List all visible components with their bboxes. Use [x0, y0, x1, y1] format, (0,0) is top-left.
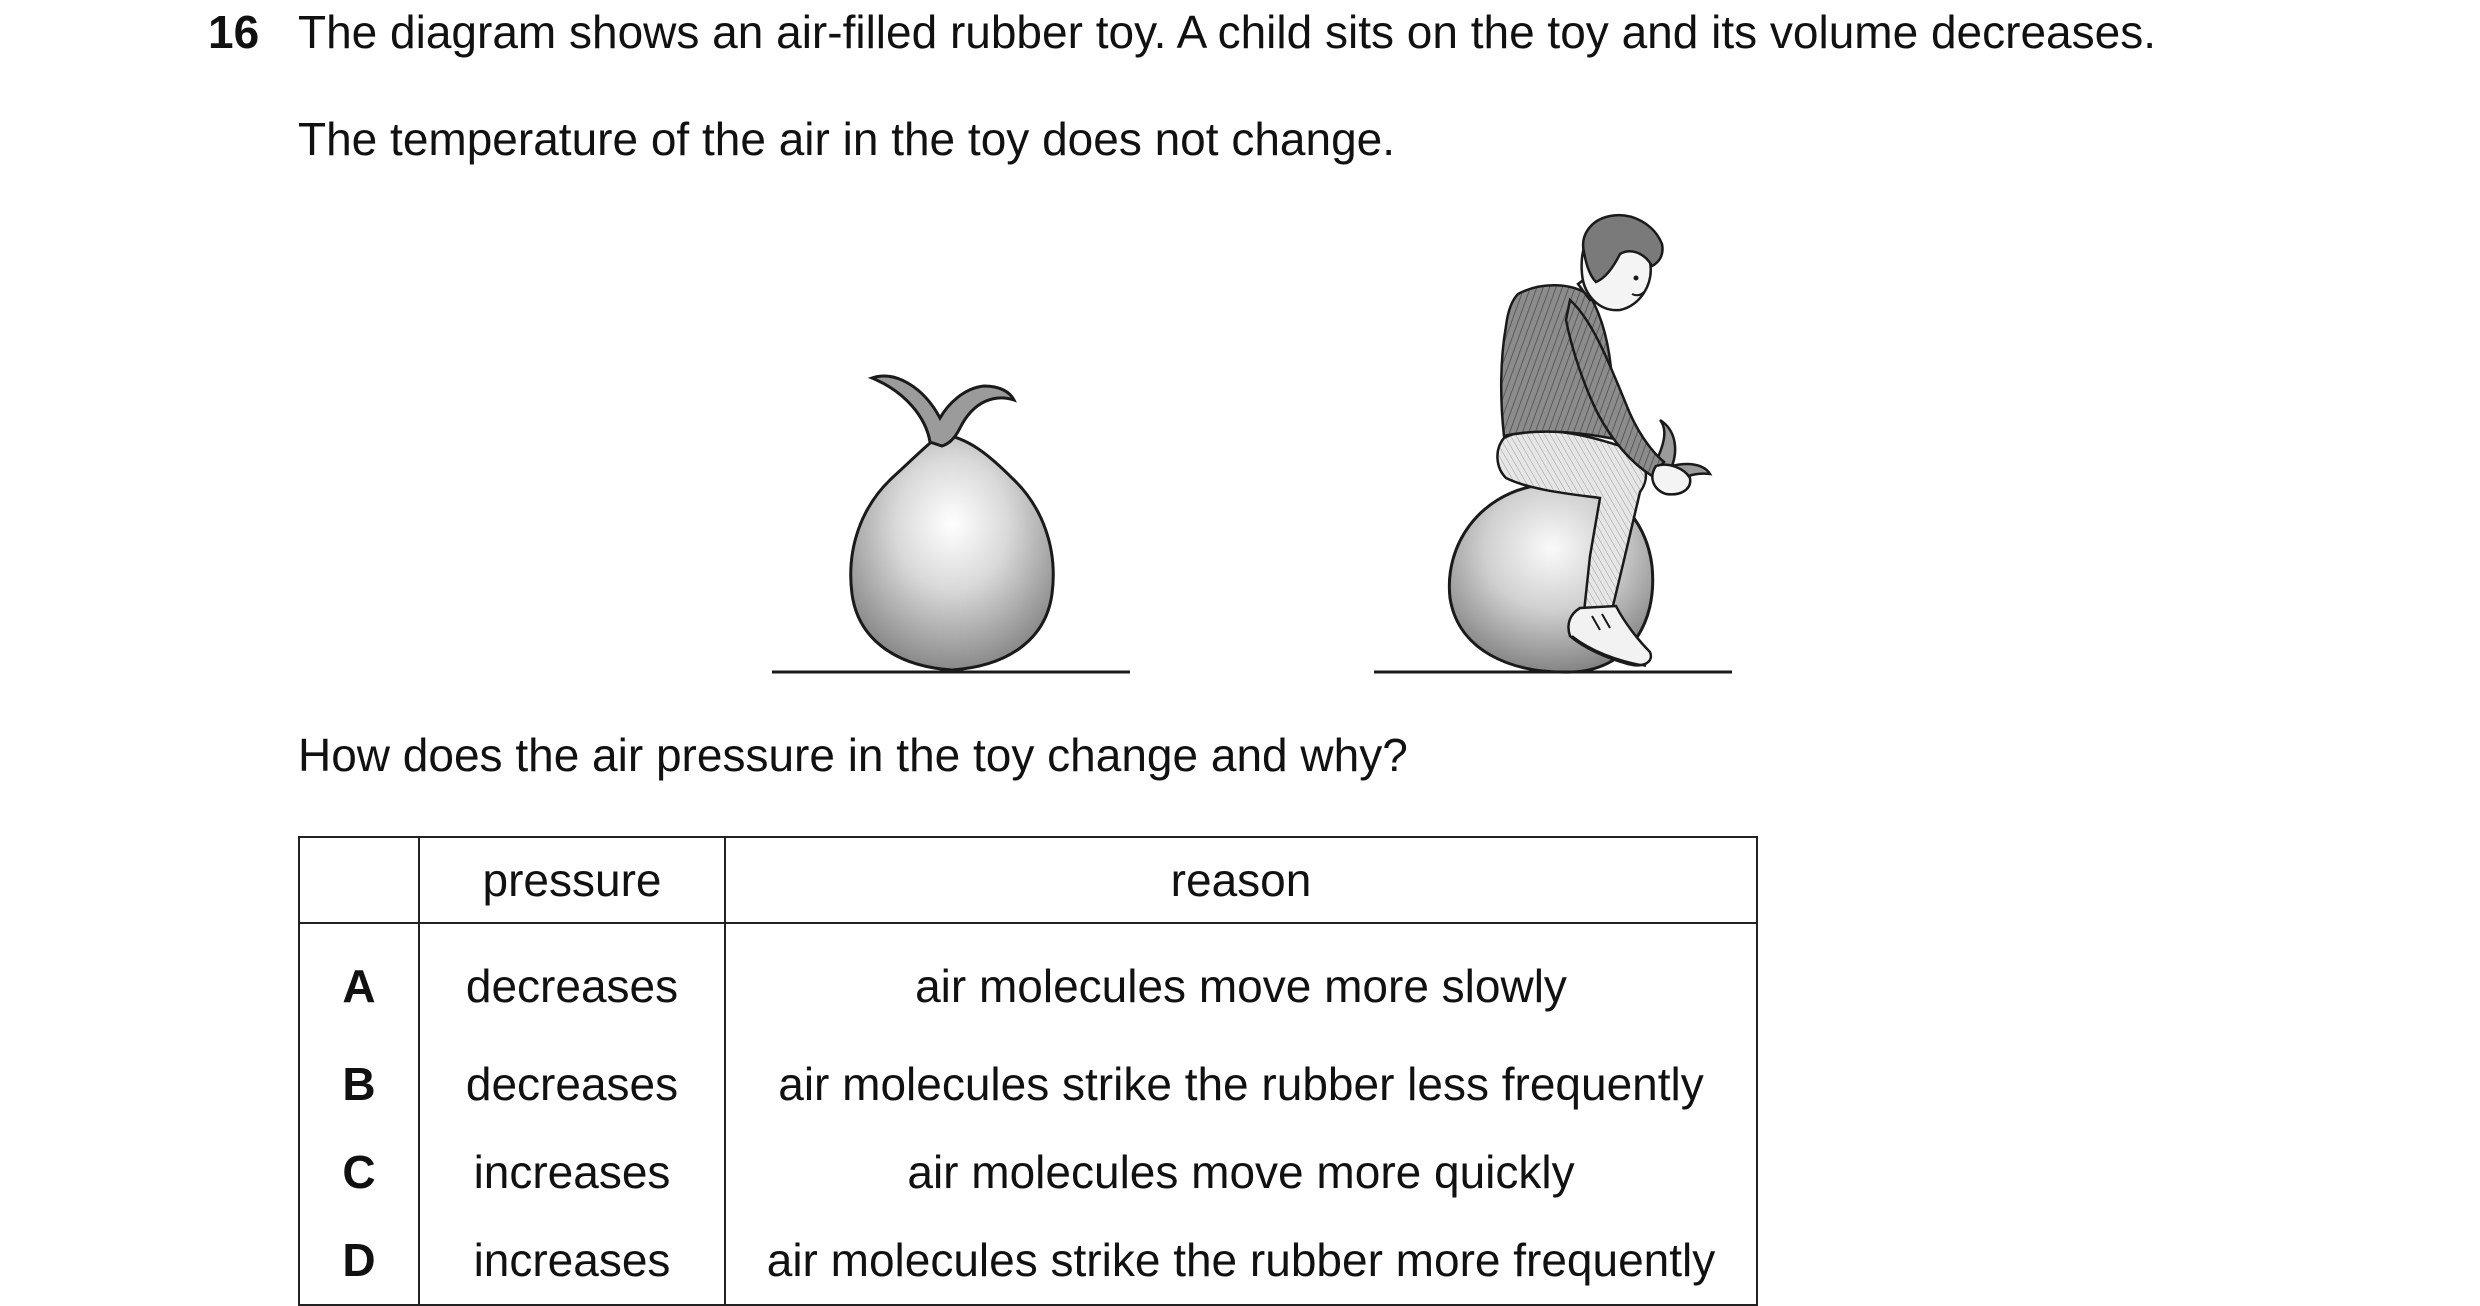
option-pressure: increases: [419, 1128, 725, 1216]
toy-uncompressed: [851, 376, 1053, 670]
option-reason: air molecules move more quickly: [725, 1128, 1757, 1216]
option-reason: air molecules strike the rubber less frequently: [725, 1040, 1757, 1128]
header-letter: [299, 837, 419, 923]
option-reason: air molecules strike the rubber more frequently: [725, 1216, 1757, 1305]
option-row-a[interactable]: [299, 923, 1757, 1040]
question-text-line-1: The diagram shows an air-filled rubber toy. A child sits on the toy and its volume decreases.: [298, 6, 2156, 58]
option-pressure: increases: [419, 1216, 725, 1305]
table-header-row: [299, 837, 1757, 923]
header-pressure: pressure: [419, 837, 725, 923]
header-reason: reason: [725, 837, 1757, 923]
option-letter: D: [299, 1216, 419, 1305]
question-number: 16: [208, 6, 260, 58]
question-text-line-2: The temperature of the air in the toy does not change.: [298, 113, 1396, 165]
option-row-c[interactable]: [299, 1128, 1757, 1216]
answer-options-table: [298, 836, 1758, 1306]
option-row-b[interactable]: [299, 1040, 1757, 1128]
option-pressure: decreases: [419, 923, 725, 1040]
option-reason: air molecules move more slowly: [725, 923, 1757, 1040]
question-prompt: How does the air pressure in the toy change and why?: [298, 729, 1408, 781]
option-row-d[interactable]: [299, 1216, 1757, 1305]
option-letter: B: [299, 1040, 419, 1128]
option-pressure: decreases: [419, 1040, 725, 1128]
option-letter: A: [299, 923, 419, 1040]
option-letter: C: [299, 1128, 419, 1216]
